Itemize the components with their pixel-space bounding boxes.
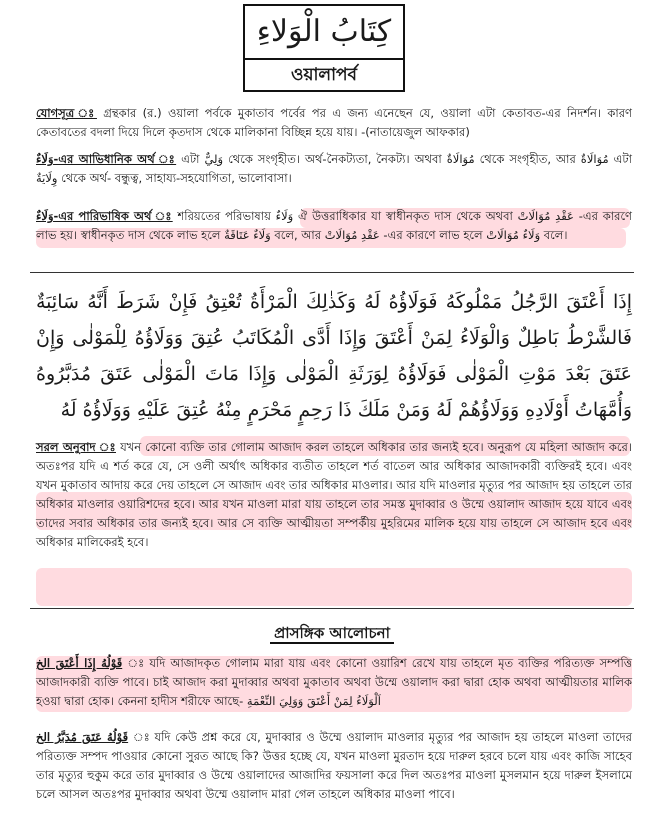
divider <box>30 272 634 273</box>
arabic-main-text: إِذَا أَعْتَقَ الرَّجُلُ مَمْلُوكَهُ فَوَلَاؤُهُ لَهُ وَكَذٰلِكَ الْمَرْأَةُ تُعْتِقُ فَإِنْ شَرَطَ أَنَّهُ سَائِبَةٌ فَالشَّرْطُ بَاطِلٌ وَالْوَلَاءُ لِمَنْ أَعْتَقَ وَإِذَا أَدَّى الْمُكَاتَبُ عُتِقَ وَوَلَاؤُهُ لِلْمَوْلٰى وَإِنْ عَتَقَ بَعْدَ مَوْتِ الْمَوْلٰى فَوَلَاؤُهُ لِوَرَثَةِ الْمَوْلٰى وَإِذَا مَاتَ الْمَوْلٰى عَتَقَ مُدَبَّرُوهُ وَأُمَّهَاتُ أَوْلَادِهِ وَوَلَاؤُهُمْ لَهُ وَمَنْ مَلَكَ ذَا رَحِمٍ مَحْرَمٍ مِنْهُ عُتِقَ عَلَيْهِ وَوَلَاؤُهُ لَهُ <box>36 291 632 421</box>
title-box <box>243 4 405 92</box>
translation-text: যখন কোনো ব্যক্তি তার গোলাম আজাদ করল তাহলে অধিকার তার জন্যই হবে। অনুরূপ যে মহিলা আজাদ করে। অতঃপর যদি এ শর্ত করে যে, সে ওলী অর্থাৎ অধিকার ব্যতীত তাহলে শর্ত বাতেল আর অধিকার আজাদকারী ব্যক্তিরই হবে। এবং যখন মুকাতাব আদায় করে দেয় তাহলে সে আজাদ এবং তার অধিকার মাওলার। আর যদি মাওলার মৃত্যুর পর আজাদ হয় তাহলে তার অধিকার মাওলার ওয়ারিশদের হবে। আর যখন মাওলা মারা যায় তাহলে তার সমস্ত মুদাব্বার ও উম্মে ওয়ালাদ আজাদ হয়ে যাবে এবং তাদের সবার অধিকার তার জন্যই হবে। আর সে ব্যক্তি আত্মীয়তা সম্পর্কীয় মুহরিমের মালিক হয়ে যায় তাহলে সে আজাদ হবে এবং অধিকার মালিকেরই হবে। <box>36 440 632 549</box>
discussion-title: প্রাসঙ্গিক আলোচনা <box>0 622 664 644</box>
bengali-title: ওয়ালাপর্ব <box>290 65 358 85</box>
intro-text: গ্রন্থকার (র.) ওয়ালা পর্বকে মুকাতাব পর্বের পর এ জন্য এনেছেন যে, ওয়ালা এটা কেতাবত-এর নিদর্শন। কারণ কেতাবতের বদলা দিয়ে দিলে কৃতদাস থেকে মালিকানা বিচ্ছিন্ন হয়ে যায়। -(নাতায়েজুল আফকার) <box>36 106 632 139</box>
lexical-paragraph <box>36 150 632 188</box>
lexical-text: এটা وَلِيٌّ থেকে সংগৃহীত। অর্থ-নৈকট্যতা, নৈকট্য। অথবা مُوَالَاةٌ থেকে সংগৃহীত, আর مُوَالَاةٌ এটা وِلَايَةٌ থেকে অর্থ- বন্ধুত্ব, সাহায্য-সহযোগিতা, ভালোবাসা। <box>36 152 633 185</box>
title-divider <box>245 58 403 60</box>
intro-label: যোগসূত্র ঃ <box>36 106 97 120</box>
discussion-paragraph-1 <box>36 654 632 711</box>
discussion-2-arabic: قَوْلُهُ عَتَقَ مُدَبَّرُ الخ <box>36 730 129 744</box>
technical-text: শরিয়তের পরিভাষায় وَلَاءٌ ঐ উত্তরাধিকার যা স্বাধীনকৃত দাস থেকে অথবা عَقْدِ مُوَالَاتْ -এর কারণে লাভ হয়। স্বাধীনকৃত দাস থেকে লাভ হলে وَلَاءٌ عَتَاقَةٌ বলে, আর عَقْدِ مُوَالَاتْ -এর কারণে লাভ হলে وَلَاءٌ مُوَالَاتْ বলে। <box>36 209 633 242</box>
highlight-mark <box>36 568 632 606</box>
lexical-label: -এর আভিধানিক অর্থ ঃ <box>53 152 177 166</box>
technical-paragraph <box>36 207 632 245</box>
technical-label: -এর পারিভাষিক অর্থ ঃ <box>53 209 173 223</box>
translation-label: সরল অনুবাদ ঃ <box>36 440 116 454</box>
discussion-2-text: ঃ যদি কেউ প্রশ্ন করে যে, মুদাব্বার ও উম্মে ওয়ালাদ মাওলার মৃত্যুর পর আজাদ হয় তাহলে মাওলা তাদের পরিত্যক্ত সম্পদ পাওয়ার কোনো সুরত আছে কি? উত্তর হচ্ছে যে, যখন মাওলা মুরতাদ হয়ে দারুল হরবে চলে যায় এবং কাজি সাহেব তার মৃত্যুর হুকুম করে তার মুদাব্বার ও উম্মে ওয়ালাদের আজাদির ফয়সালা করে দিল অতঃপর মাওলা মুসলমান হয়ে দারুল ইসলামে চলে আসল অতঃপর মুদাব্বার অথবা উম্মে ওয়ালাদ মারা গেল তাহলে অধিকার মাওলা পাবে। <box>36 730 633 801</box>
intro-paragraph <box>36 104 632 142</box>
lexical-arabic-word: وَلَاءٌ <box>36 152 54 166</box>
discussion-1-text: ঃ যদি আজাদকৃত গোলাম মারা যায় এবং কোনো ওয়ারিশ রেখে যায় তাহলে মৃত ব্যক্তির পরিত্যক্ত সম্পত্তি আজাদকারী ব্যক্তি পাবে। চাই আজাদ করা মুদাব্বার অথবা মুকাতাব অথবা উম্মে ওয়ালাদ করা দ্বারা হোক অথবা আত্মীয়তার মালিক হওয়া দ্বারা হোক। কেননা হাদীস শরীফে আছে- <box>36 656 633 708</box>
translation-paragraph <box>36 438 632 552</box>
divider <box>30 608 634 609</box>
discussion-paragraph-2 <box>36 728 632 804</box>
arabic-title: كِتَابُ الْوَلاءِ <box>256 14 392 49</box>
technical-arabic-word: وَلَاءٌ <box>36 209 54 223</box>
discussion-1-arabic: قَوْلُهُ إِذَا أَعْتَقَ الخ <box>36 656 123 670</box>
discussion-1-hadith: اَلْوَلَاءُ لِمَنْ أَعْتَقَ وَوَلِيَ النِّعْمَةِ <box>246 694 381 708</box>
